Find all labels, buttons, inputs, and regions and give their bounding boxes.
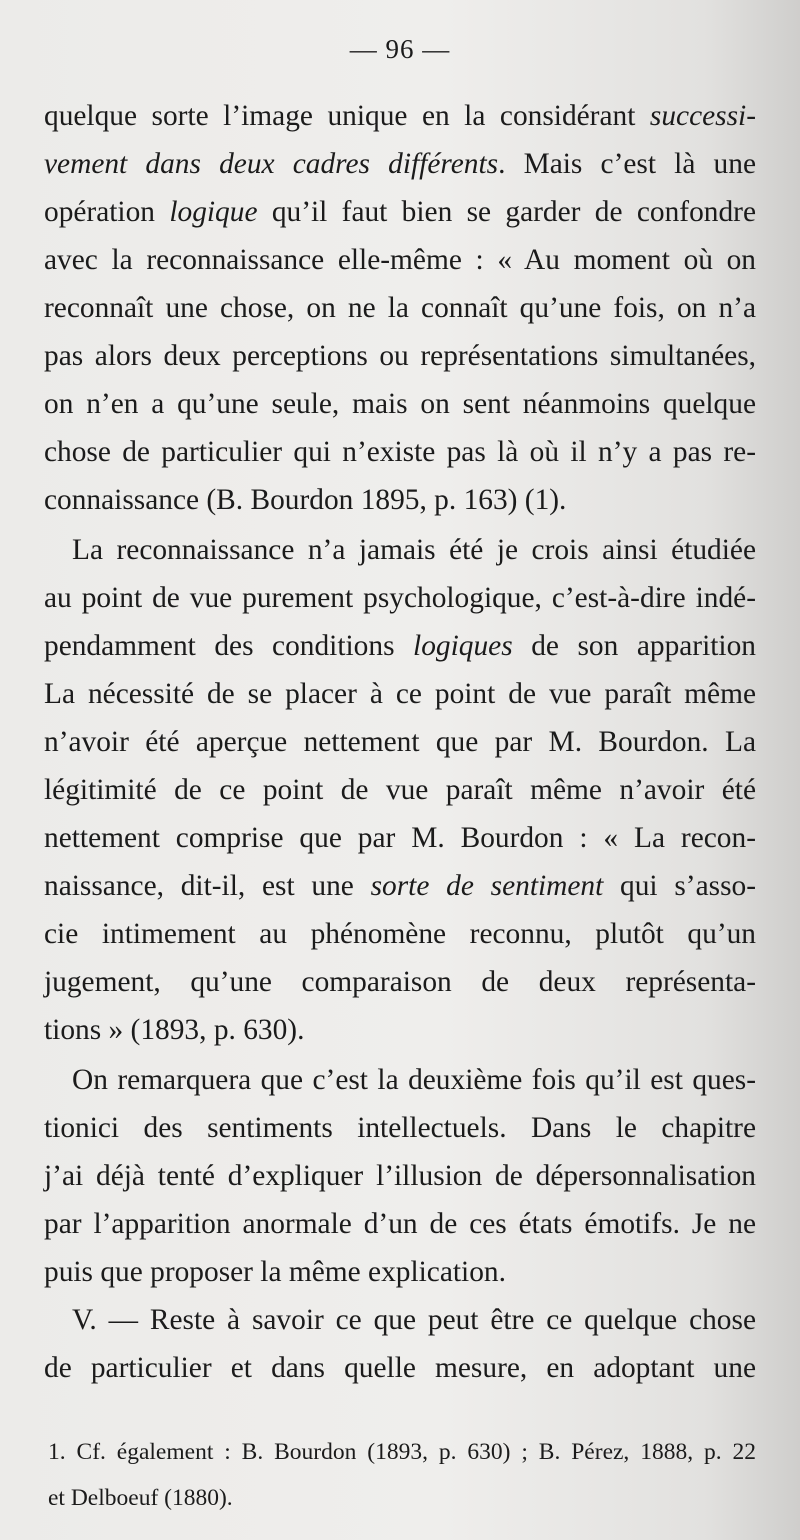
italic-text: sorte de sentiment bbox=[370, 870, 604, 902]
text-line bbox=[72, 1296, 756, 1344]
text-line bbox=[44, 284, 756, 332]
italic-text: logique bbox=[169, 196, 258, 228]
text-segment: tions » (1893, p. 630). bbox=[44, 1014, 305, 1046]
text-segment: opération bbox=[44, 196, 170, 228]
text-segment: légitimité de ce point de vue paraît même n’avoir été bbox=[44, 774, 756, 806]
text-line bbox=[44, 92, 756, 140]
text-segment: pendamment des conditions bbox=[44, 630, 414, 662]
text-line bbox=[44, 814, 756, 862]
text-line bbox=[44, 958, 756, 1006]
text-line bbox=[44, 1248, 756, 1296]
text-segment: nettement comprise que par M. Bourdon : « La recon- bbox=[44, 822, 756, 854]
text-segment: La nécessité de se placer à ce point de vue paraît même bbox=[44, 678, 756, 710]
text-segment: . Mais c’est là une bbox=[498, 148, 756, 180]
text-line bbox=[44, 140, 756, 188]
text-segment: quelque sorte l’image unique en la considérant bbox=[44, 100, 650, 132]
text-line bbox=[44, 670, 756, 718]
text-segment: puis que proposer la même explication. bbox=[44, 1256, 506, 1288]
text-line bbox=[44, 622, 756, 670]
text-line bbox=[44, 862, 756, 910]
text-line bbox=[44, 718, 756, 766]
text-segment: pas alors deux perceptions ou représentations simultanées, bbox=[44, 340, 756, 372]
text-segment: chose de particulier qui n’existe pas là où il n’y a pas re- bbox=[44, 436, 756, 468]
text-line bbox=[44, 910, 756, 958]
text-segment: tionici des sentiments intellectuels. Dans le chapitre bbox=[44, 1112, 756, 1144]
page-number: — 96 — bbox=[349, 34, 451, 64]
text-segment: j’ai déjà tenté d’expliquer l’illusion de dépersonnalisation bbox=[44, 1160, 756, 1192]
text-line bbox=[44, 188, 756, 236]
text-segment: par l’apparition anormale d’un de ces états émotifs. Je ne bbox=[44, 1208, 756, 1240]
text-line bbox=[44, 1006, 756, 1054]
text-line bbox=[44, 1200, 756, 1248]
italic-text: successi- bbox=[649, 100, 756, 132]
text-segment: on n’en a qu’une seule, mais on sent néanmoins quelque bbox=[44, 388, 756, 420]
text-line bbox=[44, 380, 756, 428]
footnote-line: 1. Cf. également : B. Bourdon (1893, p. 630) ; B. Pérez, 1888, p. 22 bbox=[48, 1439, 756, 1465]
text-segment: V. — Reste à savoir ce que peut être ce quelque chose bbox=[72, 1304, 756, 1336]
footnote-line: et Delboeuf (1880). bbox=[48, 1485, 233, 1511]
text-segment: au point de vue purement psychologique, c’est-à-dire indé- bbox=[44, 582, 756, 614]
italic-text: vement dans deux cadres différents bbox=[44, 148, 499, 180]
text-line bbox=[44, 332, 756, 380]
text-line bbox=[44, 1344, 756, 1392]
text-segment: avec la reconnaissance elle-même : « Au moment où on bbox=[44, 244, 756, 276]
text-segment: connaissance (B. Bourdon 1895, p. 163) (1). bbox=[44, 484, 567, 516]
text-line bbox=[72, 1056, 756, 1104]
text-line bbox=[44, 476, 756, 524]
text-line bbox=[72, 526, 756, 574]
text-line bbox=[44, 766, 756, 814]
text-segment: de particulier et dans quelle mesure, en adoptant une bbox=[44, 1352, 756, 1384]
text-segment: On remarquera que c’est la deuxième fois qu’il est ques- bbox=[72, 1064, 756, 1096]
text-line bbox=[44, 428, 756, 476]
text-line bbox=[44, 1104, 756, 1152]
text-segment: La reconnaissance n’a jamais été je crois ainsi étudiée bbox=[72, 534, 756, 566]
italic-text: logiques bbox=[413, 630, 513, 662]
text-line bbox=[44, 236, 756, 284]
text-segment: cie intimement au phénomène reconnu, plutôt qu’un bbox=[44, 918, 756, 950]
text-segment: n’avoir été aperçue nettement que par M. Bourdon. La bbox=[44, 726, 756, 758]
text-line bbox=[44, 1152, 756, 1200]
text-segment: reconnaît une chose, on ne la connaît qu’une fois, on n’a bbox=[44, 292, 756, 324]
text-segment: de son apparition bbox=[512, 630, 756, 662]
text-line bbox=[44, 574, 756, 622]
text-segment: qui s’asso- bbox=[603, 870, 756, 902]
text-segment: naissance, dit-il, est une bbox=[44, 870, 371, 902]
text-segment: qu’il faut bien se garder de confondre bbox=[257, 196, 756, 228]
text-segment: jugement, qu’une comparaison de deux représenta- bbox=[44, 966, 756, 998]
